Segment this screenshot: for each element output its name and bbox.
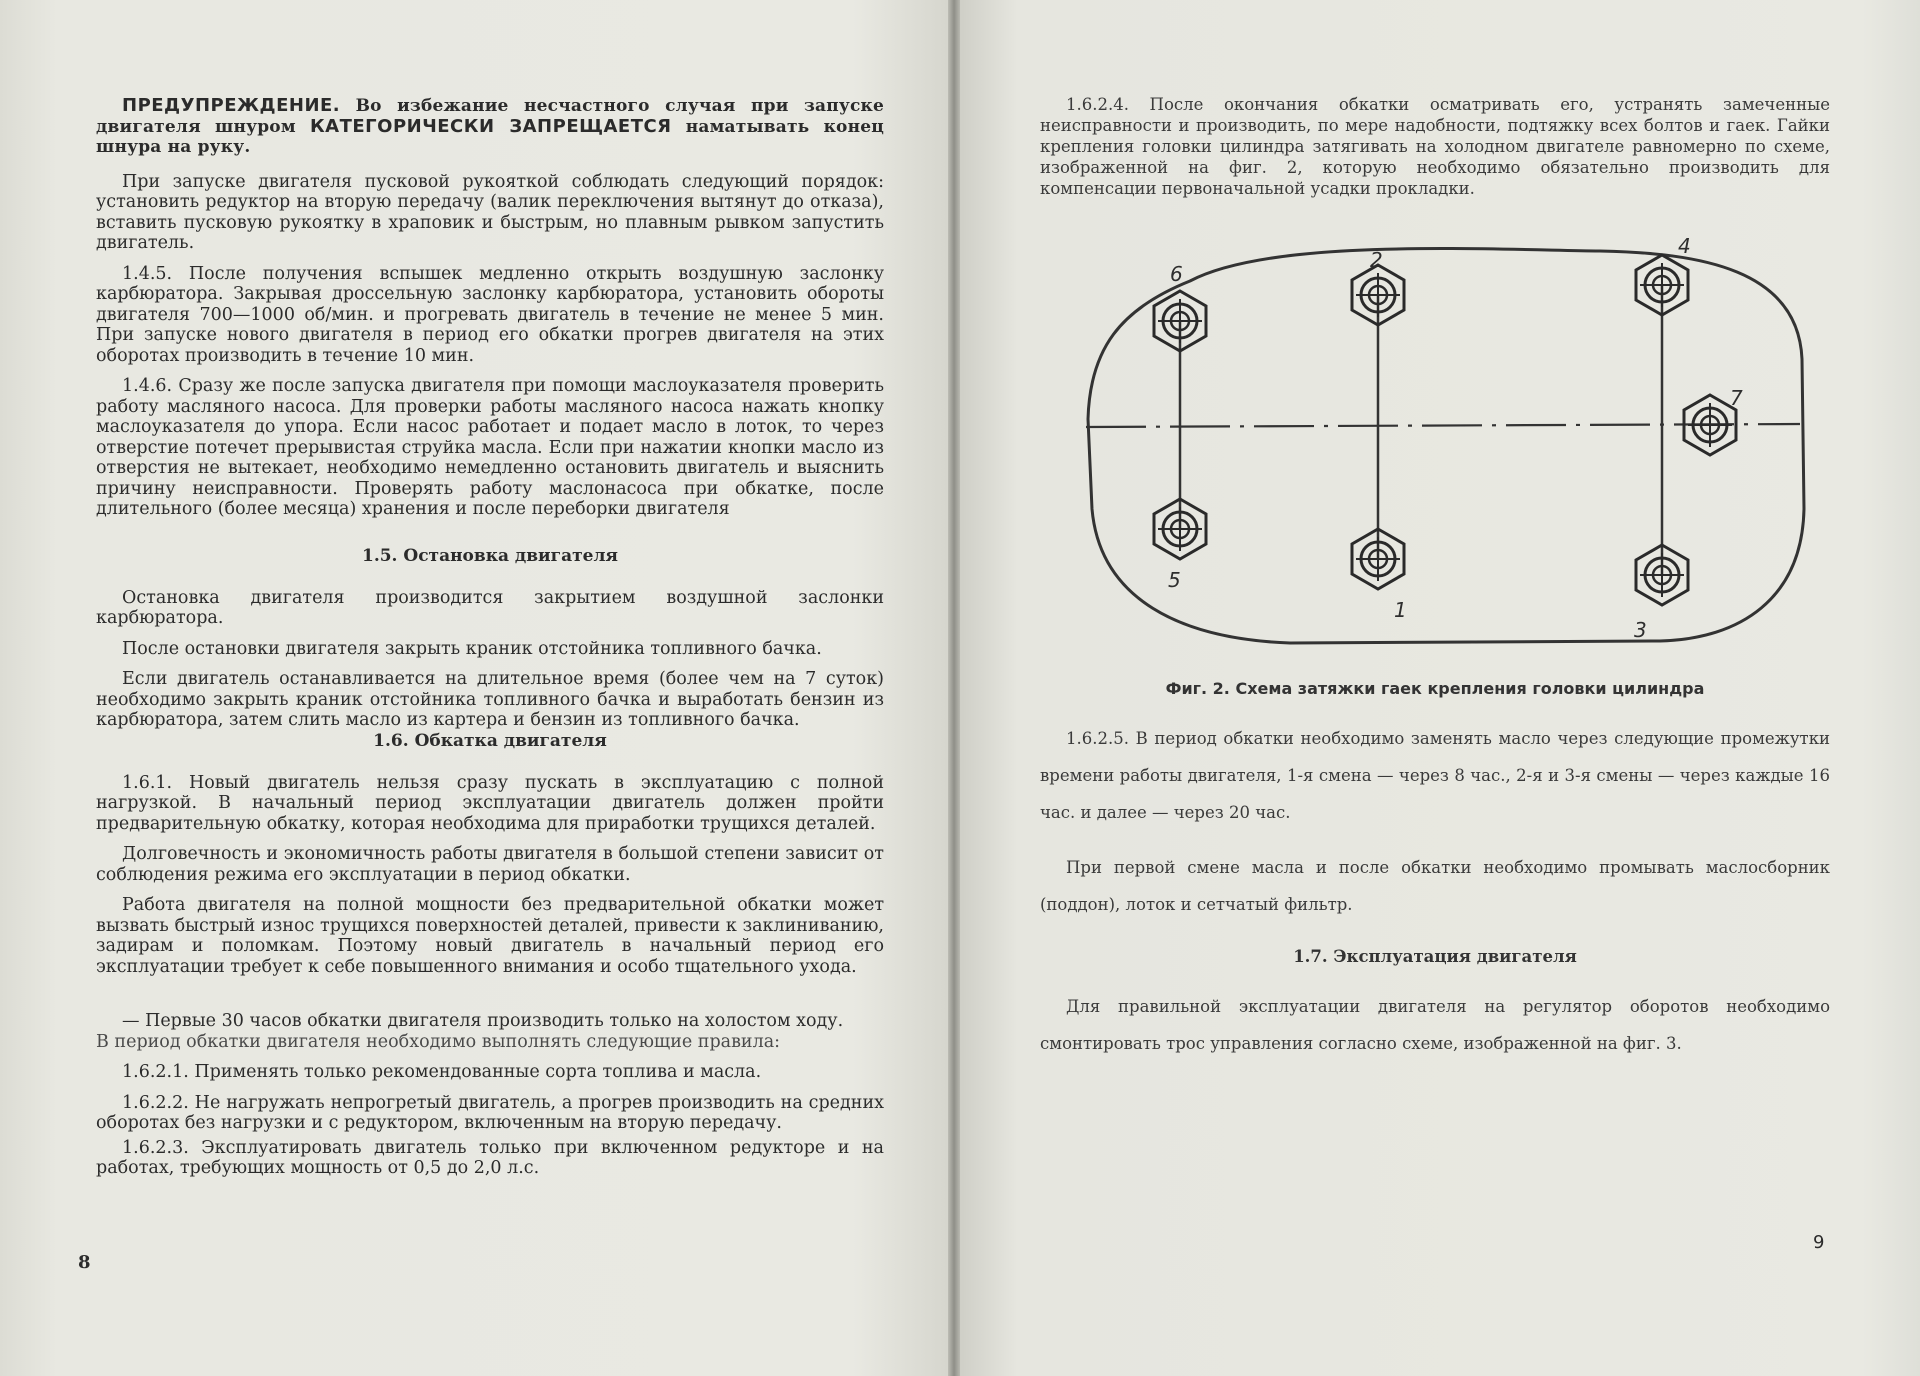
page-number-left: 8 <box>78 1252 91 1273</box>
bolt-label-5: 5 <box>1168 568 1181 592</box>
warning-lead: ПРЕДУПРЕЖДЕНИЕ. <box>122 95 341 116</box>
paragraph-stop-1: Остановка двигателя производится закрытием воздушной заслонки карбюратора. <box>96 587 884 628</box>
paragraph-17: Для правильной эксплуатации двигателя на регулятор оборотов необходимо смонтировать трос управления согласно схеме, изображенной на фиг. 3. <box>1040 997 1830 1053</box>
paragraph-first-oil-change: При первой смене масла и после обкатки необходимо промывать маслосборник (поддон), лоток и сетчатый фильтр. <box>1040 858 1830 914</box>
paragraph-1625: 1.6.2.5. В период обкатки необходимо заменять масло через следующие промежутки времени работы двигателя, 1-я смена — через 8 час., 2-я и 3-я смены — через каждые 16 час. и далее — через 20 час. <box>1040 729 1830 822</box>
bolt-label-1: 1 <box>1394 598 1407 622</box>
warning-caps: КАТЕГОРИЧЕСКИ ЗАПРЕЩАЕТСЯ <box>309 115 672 137</box>
paragraph-1624: 1.6.2.4. После окончания обкатки осматривать его, устранять замеченные неисправности и производить, по мере надобности, подтяжку всех болтов и гаек. Гайки крепления головки цилиндра затягивать на холодном двигателе равномерно по схеме, изображенной на фиг. 2, которую необходимо обязательно производить для компенсации первоначальной усадки прокладки. <box>1040 95 1830 198</box>
page-number-right: 9 <box>1813 1232 1825 1253</box>
bolt-label-3: 3 <box>1634 618 1647 642</box>
paragraph-stop-3: Если двигатель останавливается на длительное время (более чем на 7 суток) необходимо закрыть краник отстойника топливного бачка и выработать бензин из карбюратора, затем слить масло из картера и бензин из топливного бачка. <box>96 669 884 730</box>
bolt-1 <box>1352 529 1404 589</box>
section-15-title: 1.5. Остановка двигателя <box>361 545 618 566</box>
paragraph-146: 1.4.6. Сразу же после запуска двигателя при помощи маслоуказателя проверить работу масляного насоса. Для проверки работы масляного насоса нажать кнопку маслоуказателя до упора. Если насос работает и подает масло в лоток, то через отверстие потечет прерывистая струйка масла. Если при нажатии кнопки масло из отверстия не вытекает, необходимо немедленно остановить двигатель и выяснить причину неисправности. Проверять работу маслонасоса при обкатке, после длительного (более месяца) хранения и после переборки двигателя <box>96 376 884 519</box>
bolt-label-4: 4 <box>1678 234 1691 258</box>
bolt-5 <box>1154 499 1206 559</box>
left-text-column <box>96 96 884 1189</box>
bolt-label-2: 2 <box>1370 248 1383 272</box>
bolt-7 <box>1684 395 1736 455</box>
bolt-2 <box>1352 265 1404 325</box>
paragraph-full-power: Работа двигателя на полной мощности без предварительной обкатки может вызвать быстрый износ трущихся поверхностей деталей, привести к заклиниванию, задирам и поломкам. Поэтому новый двигатель в начальный период его эксплуатации требует к себе повышенного внимания и особо тщательного ухода. <box>96 895 884 977</box>
paragraph-145: 1.4.5. После получения вспышек медленно открыть воздушную заслонку карбюратора. Закрывая дроссельную заслонку карбюратора, установить обороты двигателя 700—1000 об/мин. и прогревать двигатель в течение не менее 5 мин. При запуске нового двигателя в период его обкатки прогрев двигателя на этих оборотах производить в течение 10 мин. <box>96 263 884 366</box>
bolt-4 <box>1636 255 1688 315</box>
left-page <box>0 0 948 1376</box>
bolt-6 <box>1154 291 1206 351</box>
section-16-title: 1.6. Обкатка двигателя <box>373 730 607 751</box>
tightening-scheme-diagram <box>1040 209 1830 671</box>
right-text-column <box>1040 94 1830 1072</box>
bolt-label-7: 7 <box>1730 386 1743 410</box>
paragraph-first-30: — Первые 30 часов обкатки двигателя производить только на холостом ходу. <box>122 1011 844 1031</box>
warning-part1: Во избежание несчастного случая при запуске двигателя шнуром <box>96 96 884 137</box>
paragraph-stop-2: После остановки двигателя закрыть краник отстойника топливного бачка. <box>122 638 822 659</box>
bolt-3 <box>1636 545 1688 605</box>
paragraph-start-handle: При запуске двигателя пусковой рукояткой соблюдать следующий порядок: установить редуктор на вторую передачу (валик переключения вытянут до отказа), вставить пусковую рукоятку в храповик и быстрым, но плавным рывком запустить двигатель. <box>96 171 884 253</box>
figure-2 <box>1040 209 1830 671</box>
figure-2-caption: Фиг. 2. Схема затяжки гаек крепления головки цилиндра <box>1165 679 1705 698</box>
warning-part2: наматывать конец шнура на руку. <box>96 116 885 157</box>
book-gutter <box>948 0 960 1376</box>
warning-paragraph <box>96 96 884 158</box>
section-17-title: 1.7. Эксплуатация двигателя <box>1293 947 1577 966</box>
paragraph-1622: 1.6.2.2. Не нагружать непрогретый двигатель, а прогрев производить на средних оборотах без нагрузки и с редуктором, включенным на вторую передачу. <box>96 1092 884 1133</box>
paragraph-1621: 1.6.2.1. Применять только рекомендованные сорта топлива и масла. <box>122 1062 762 1082</box>
paragraph-1623: 1.6.2.3. Эксплуатировать двигатель только при включенном редукторе и на работах, требующих мощность от 0,5 до 2,0 л.с. <box>96 1137 884 1178</box>
paragraph-161: 1.6.1. Новый двигатель нельзя сразу пускать в эксплуатацию с полной нагрузкой. В начальный период эксплуатации двигатель должен пройти предварительную обкатку, которая необходима для приработки трущихся деталей. <box>96 772 884 834</box>
paragraph-durability: Долговечность и экономичность работы двигателя в большой степени зависит от соблюдения режима его эксплуатации в период обкатки. <box>96 844 884 885</box>
bolt-label-6: 6 <box>1170 262 1183 286</box>
paragraph-rules-intro: В период обкатки двигателя необходимо выполнять следующие правила: <box>96 1031 781 1052</box>
right-page <box>960 0 1920 1376</box>
